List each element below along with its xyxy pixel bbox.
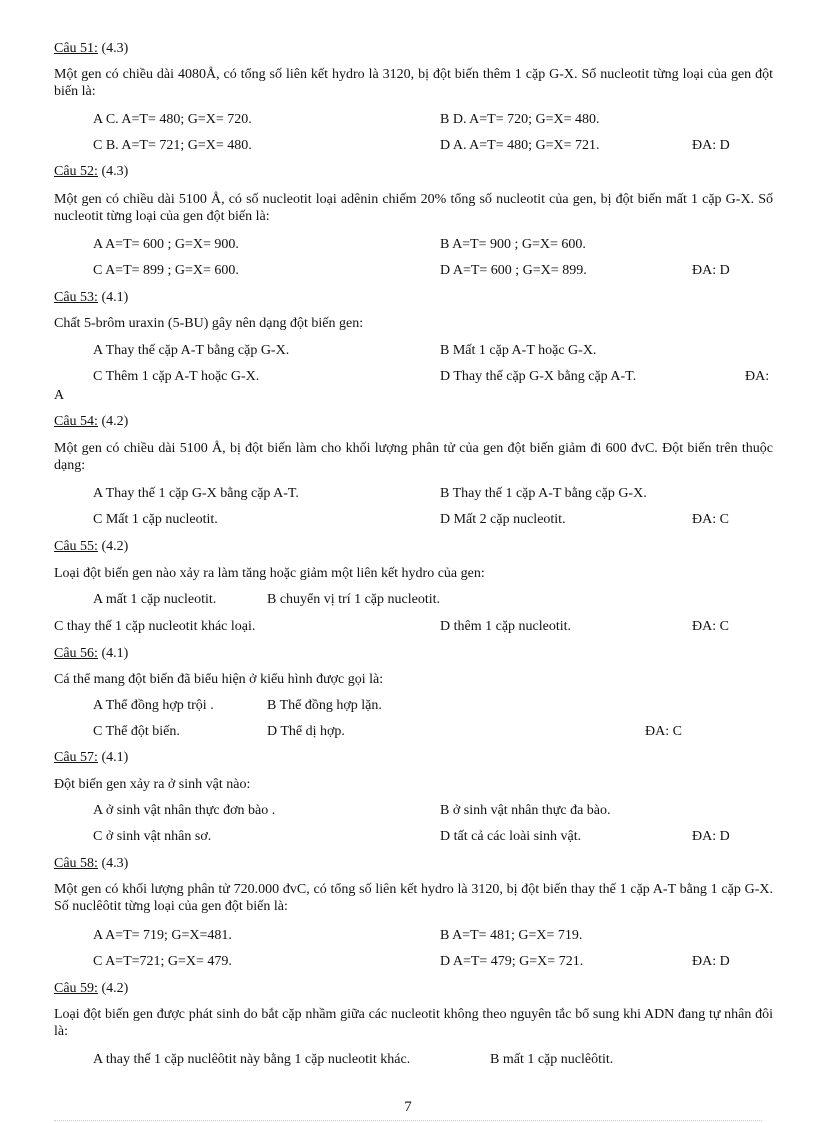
page-number: 7	[404, 1099, 412, 1115]
question-code: (4.2)	[101, 981, 129, 996]
answer-key: ĐA: C	[692, 512, 729, 527]
question-stem: Loại đột biến gen được phát sinh do bắt cặp nhầm giữa các nucleotit không theo nguyên tắc bổ sung khi ADN đang tự nhân đôi là:	[54, 1007, 773, 1039]
option-d[interactable]: D Thay thế cặp G-X bằng cặp A-T.	[440, 369, 637, 384]
option-c[interactable]: C A=T=721; G=X= 479.	[93, 954, 232, 969]
option-c[interactable]: C Mất 1 cặp nucleotit.	[93, 512, 218, 527]
question-label: Câu 59:	[54, 981, 98, 996]
question-label: Câu 52:	[54, 164, 98, 179]
answer-key: ĐA: D	[692, 829, 730, 844]
question-header	[54, 413, 128, 430]
option-c[interactable]: C A=T= 899 ; G=X= 600.	[93, 263, 239, 278]
option-a[interactable]: A Thay thế 1 cặp G-X bằng cặp A-T.	[93, 486, 299, 501]
question-header	[54, 40, 128, 57]
question-header	[54, 289, 128, 306]
question-stem: Loại đột biến gen nào xảy ra làm tăng hoặc giảm một liên kết hydro của gen:	[54, 566, 485, 581]
question-code: (4.1)	[101, 290, 129, 305]
question-stem: Một gen có khối lượng phân tử 720.000 đvC, có tổng số liên kết hydro là 3120, bị đột biến thay thế 1 cặp A-T bằng 1 cặp G-X. Số nuclêôtit từng loại của gen đột biến là:	[54, 882, 773, 914]
option-b[interactable]: B mất 1 cặp nuclêôtit.	[490, 1052, 614, 1067]
question-code: (4.1)	[101, 646, 129, 661]
question-label: Câu 56:	[54, 646, 98, 661]
option-b[interactable]: B ở sinh vật nhân thực đa bào.	[440, 803, 611, 818]
option-d[interactable]: D thêm 1 cặp nucleotit.	[440, 619, 572, 634]
question-stem: Chất 5-brôm uraxin (5-BU) gây nên dạng đột biến gen:	[54, 316, 364, 331]
option-b[interactable]: B Thay thế 1 cặp A-T bằng cặp G-X.	[440, 486, 647, 501]
option-d[interactable]: D A=T= 600 ; G=X= 899.	[440, 263, 587, 278]
question-code: (4.3)	[101, 856, 129, 871]
question-label: Câu 51:	[54, 41, 98, 56]
answer-key: ĐA: D	[692, 954, 730, 969]
option-a[interactable]: A ở sinh vật nhân thực đơn bào .	[93, 803, 276, 818]
question-header	[54, 980, 128, 997]
option-a[interactable]: A thay thế 1 cặp nuclêôtit này bằng 1 cặp nucleotit khác.	[93, 1052, 411, 1067]
answer-key: ĐA: C	[692, 619, 729, 634]
option-c[interactable]: C Thể đột biến.	[93, 724, 180, 739]
option-b[interactable]: B A=T= 900 ; G=X= 600.	[440, 237, 586, 252]
option-a[interactable]: A Thể đồng hợp trội .	[93, 698, 214, 713]
option-d[interactable]: D A. A=T= 480; G=X= 721.	[440, 138, 600, 153]
question-header	[54, 855, 128, 872]
answer-key-wrap: A	[54, 388, 65, 403]
option-b[interactable]: B chuyển vị trí 1 cặp nucleotit.	[267, 592, 441, 607]
option-c[interactable]: C ở sinh vật nhân sơ.	[93, 829, 212, 844]
option-d[interactable]: D tất cả các loài sinh vật.	[440, 829, 582, 844]
option-b[interactable]: B Thể đồng hợp lặn.	[267, 698, 382, 713]
answer-key: ĐA: D	[692, 138, 730, 153]
question-header	[54, 749, 128, 766]
question-stem: Một gen có chiều dài 4080Å, có tổng số liên kết hydro là 3120, bị đột biến thêm 1 cặp G-X. Số nucleotit từng loại của gen đột biến là:	[54, 67, 773, 99]
question-label: Câu 58:	[54, 856, 98, 871]
option-c[interactable]: C thay thế 1 cặp nucleotit khác loại.	[54, 619, 256, 634]
question-stem: Một gen có chiều dài 5100 Å, bị đột biến làm cho khối lượng phân tử của gen đột biến giảm đi 600 đvC. Đột biến trên thuộc dạng:	[54, 441, 773, 473]
question-header	[54, 163, 128, 180]
option-d[interactable]: D Mất 2 cặp nucleotit.	[440, 512, 566, 527]
option-a[interactable]: A C. A=T= 480; G=X= 720.	[93, 112, 252, 127]
footer-divider	[54, 1120, 762, 1121]
option-b[interactable]: B A=T= 481; G=X= 719.	[440, 928, 583, 943]
option-d[interactable]: D A=T= 479; G=X= 721.	[440, 954, 584, 969]
option-a[interactable]: A A=T= 719; G=X=481.	[93, 928, 232, 943]
question-code: (4.1)	[101, 750, 129, 765]
question-header	[54, 645, 128, 662]
question-label: Câu 57:	[54, 750, 98, 765]
question-code: (4.3)	[101, 41, 129, 56]
option-a[interactable]: A A=T= 600 ; G=X= 900.	[93, 237, 239, 252]
question-label: Câu 55:	[54, 539, 98, 554]
answer-key: ĐA: C	[645, 724, 682, 739]
option-a[interactable]: A Thay thế cặp A-T bằng cặp G-X.	[93, 343, 290, 358]
question-stem: Đột biến gen xảy ra ở sinh vật nào:	[54, 777, 251, 792]
answer-key: ĐA: D	[692, 263, 730, 278]
question-stem: Cá thể mang đột biến đã biểu hiện ở kiểu hình được gọi là:	[54, 672, 384, 687]
option-c[interactable]: C Thêm 1 cặp A-T hoặc G-X.	[93, 369, 260, 384]
question-code: (4.2)	[101, 414, 129, 429]
question-header	[54, 538, 128, 555]
option-b[interactable]: B D. A=T= 720; G=X= 480.	[440, 112, 600, 127]
question-label: Câu 53:	[54, 290, 98, 305]
question-stem: Một gen có chiều dài 5100 Å, có số nucleotit loại adênin chiếm 20% tổng số nucleotit của gen, bị đột biến mất 1 cặp G-X. Số nucleotit từng loại của gen đột biến là:	[54, 192, 773, 224]
answer-key: ĐA:	[745, 369, 770, 384]
option-d[interactable]: D Thể dị hợp.	[267, 724, 345, 739]
question-code: (4.3)	[101, 164, 129, 179]
option-c[interactable]: C B. A=T= 721; G=X= 480.	[93, 138, 252, 153]
question-code: (4.2)	[101, 539, 129, 554]
question-label: Câu 54:	[54, 414, 98, 429]
option-a[interactable]: A mất 1 cặp nucleotit.	[93, 592, 217, 607]
option-b[interactable]: B Mất 1 cặp A-T hoặc G-X.	[440, 343, 597, 358]
